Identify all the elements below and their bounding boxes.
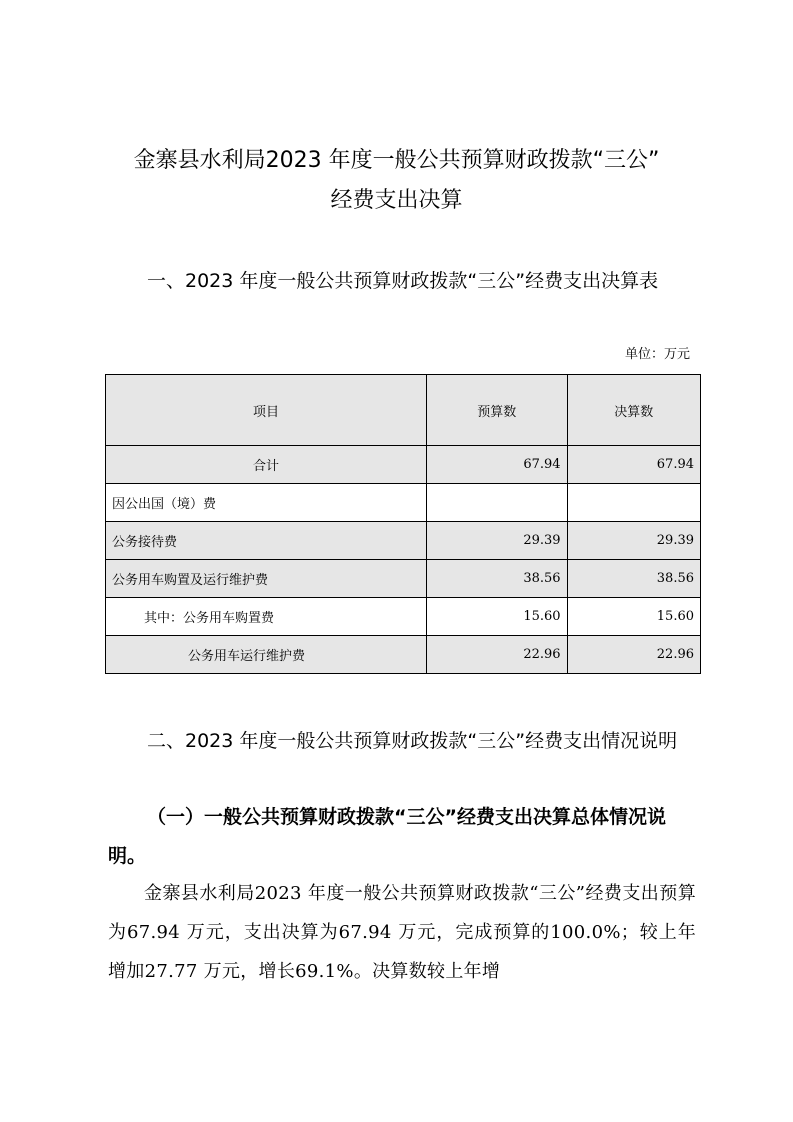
section2-subheading: （一）一般公共预算财政拨款“三公”经费支出决算总体情况说明。	[108, 806, 666, 867]
row-budget: 67.94	[427, 446, 567, 484]
header-budget: 预算数	[427, 375, 567, 446]
row-final	[567, 484, 700, 522]
row-final: 22.96	[567, 636, 700, 674]
table-row	[106, 598, 701, 636]
document-title-line2: 经费支出决算	[330, 188, 463, 213]
row-budget: 22.96	[427, 636, 567, 674]
row-budget: 29.39	[427, 522, 567, 560]
row-budget	[427, 484, 567, 522]
table-row	[106, 560, 701, 598]
row-item: 合计	[106, 446, 427, 484]
row-budget: 38.56	[427, 560, 567, 598]
table-header-row	[106, 375, 701, 446]
section1-heading: 一、2023 年度一般公共预算财政拨款“三公”经费支出决算表	[147, 270, 659, 292]
row-item: 公务接待费	[106, 522, 427, 560]
table-row	[106, 636, 701, 674]
unit-label: 单位：万元	[624, 347, 690, 362]
section2-paragraph: 金寨县水利局2023 年度一般公共预算财政拨款“三公”经费支出预算为67.94 万元，支出决算为67.94 万元，完成预算的100.0%；较上年增加27.77 万元，增长69.1%。决算数较上年增	[108, 883, 696, 982]
row-budget: 15.60	[427, 598, 567, 636]
document-title-line1: 金寨县水利局2023 年度一般公共预算财政拨款“三公”	[133, 148, 660, 173]
row-item: 公务用车购置及运行维护费	[106, 560, 427, 598]
table-row	[106, 522, 701, 560]
section2-heading: 二、2023 年度一般公共预算财政拨款“三公”经费支出情况说明	[147, 730, 678, 752]
row-final: 67.94	[567, 446, 700, 484]
row-item: 其中：公务用车购置费	[106, 598, 427, 636]
row-final: 29.39	[567, 522, 700, 560]
expense-table	[105, 374, 701, 674]
table-row	[106, 446, 701, 484]
header-final: 决算数	[567, 375, 700, 446]
header-item: 项目	[106, 375, 427, 446]
row-final: 15.60	[567, 598, 700, 636]
row-item: 因公出国（境）费	[106, 484, 427, 522]
row-item: 公务用车运行维护费	[106, 636, 427, 674]
table-row	[106, 484, 701, 522]
row-final: 38.56	[567, 560, 700, 598]
